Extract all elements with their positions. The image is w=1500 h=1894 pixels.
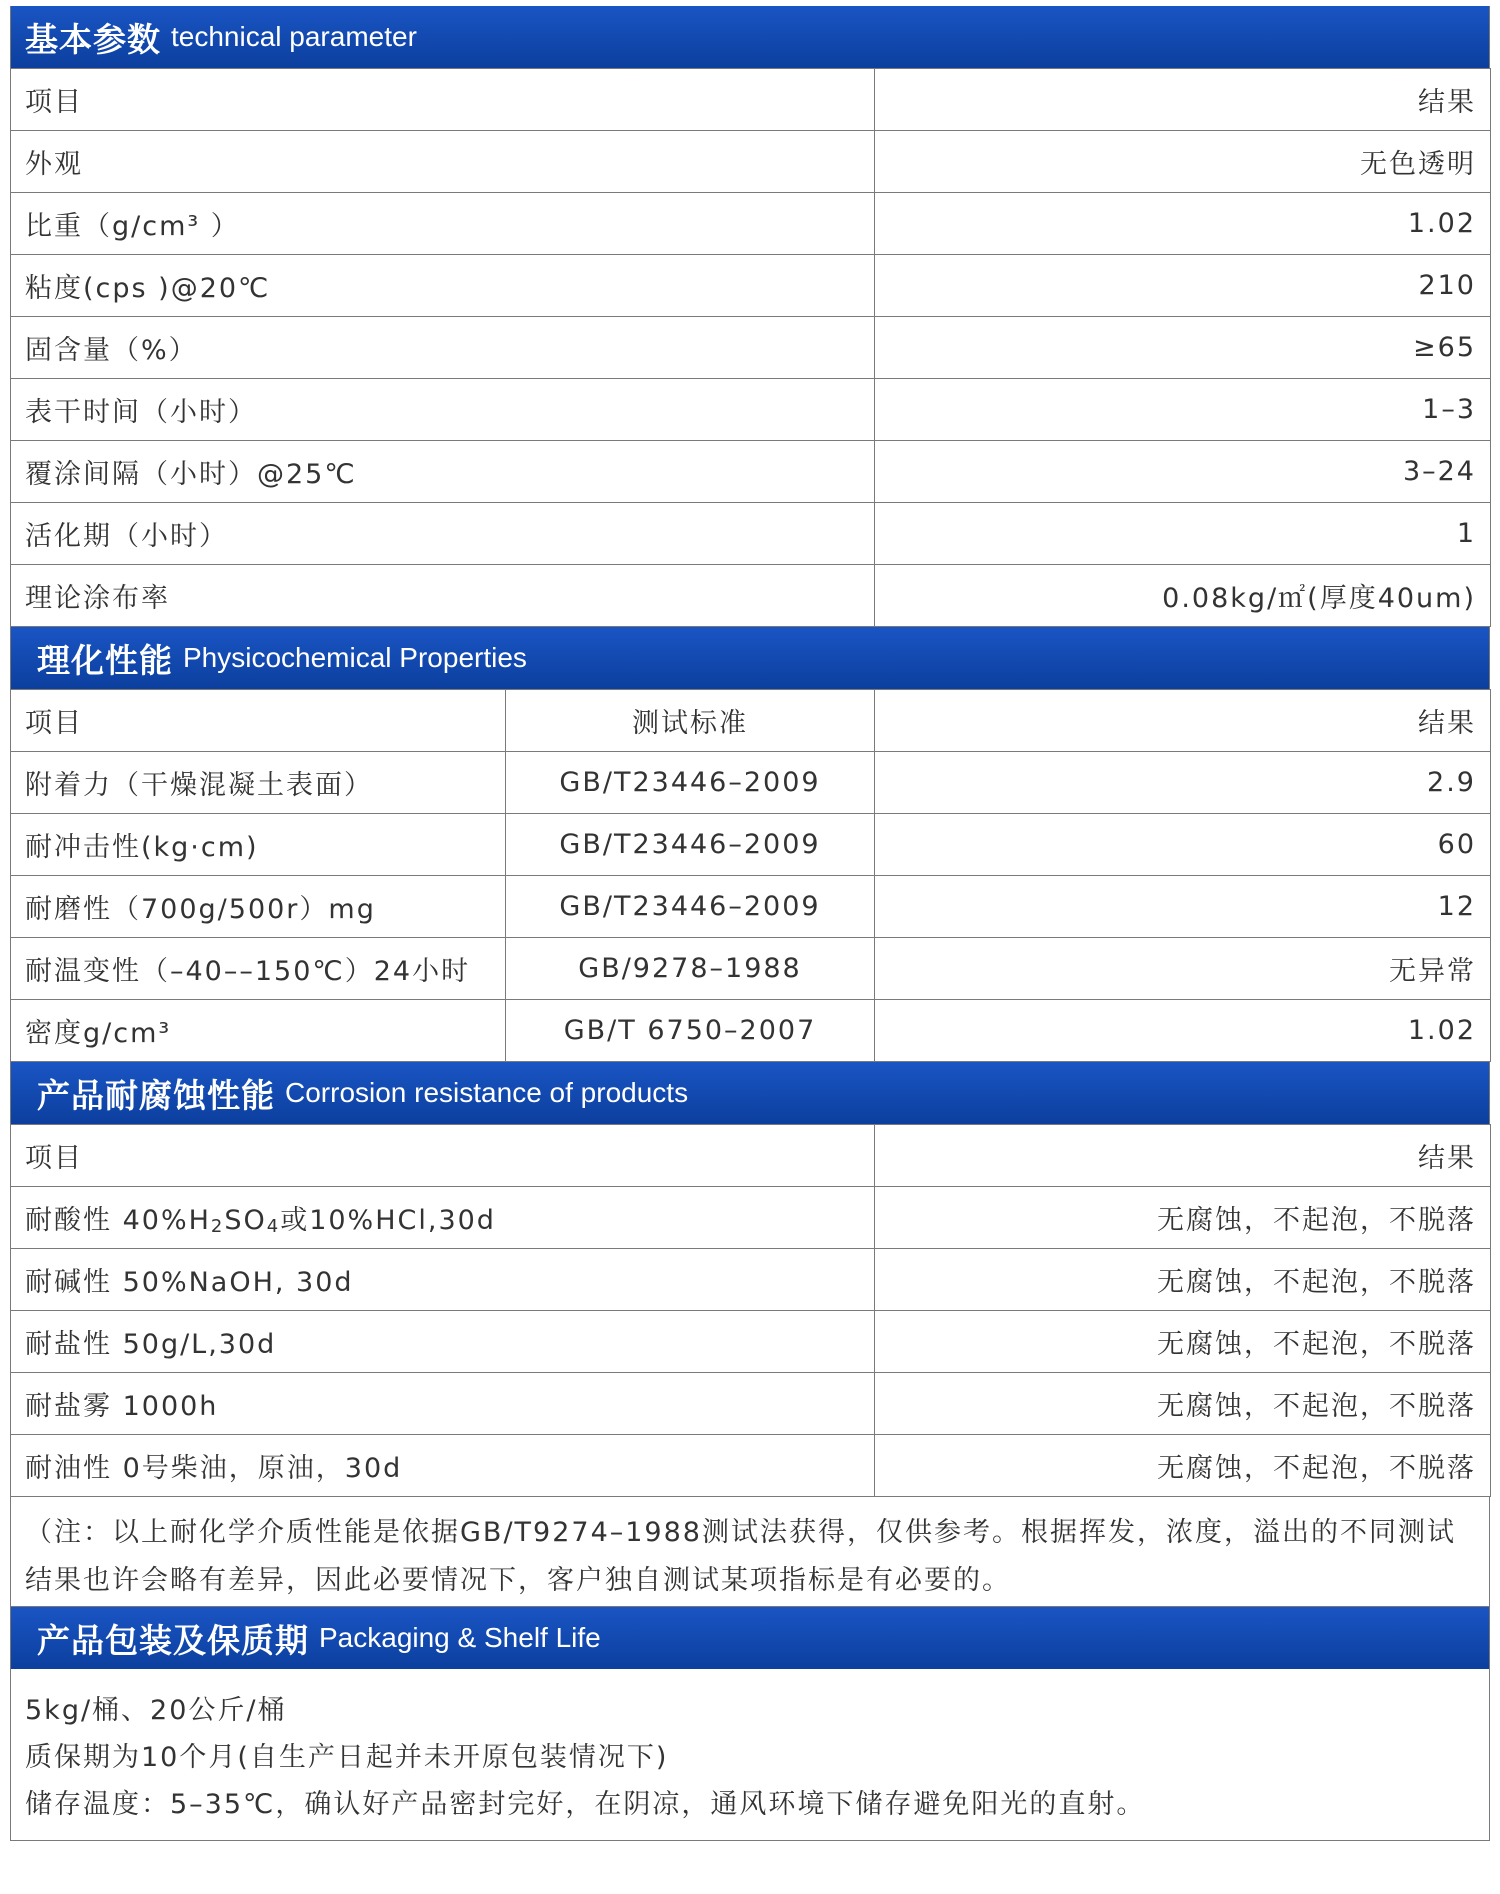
cell-item: 固含量（%） <box>11 317 875 379</box>
section-title-zh: 基本参数 <box>25 19 161 59</box>
cell-item: 耐冲击性(kg·cm) <box>11 814 506 876</box>
table-row <box>11 379 1491 441</box>
header-item: 项目 <box>11 690 506 752</box>
header-item: 项目 <box>11 1125 875 1187</box>
section-title-en: Packaging & Shelf Life <box>319 1622 601 1653</box>
cell-result: 0.08kg/㎡(厚度40um) <box>875 565 1491 627</box>
cell-result: 12 <box>875 876 1491 938</box>
table-row <box>11 565 1491 627</box>
table-header-row <box>11 690 1491 752</box>
section-header-packaging <box>10 1607 1490 1669</box>
section-header-basic <box>10 6 1490 68</box>
packaging-info <box>10 1669 1490 1841</box>
cell-item: 理论涂布率 <box>11 565 875 627</box>
shelf-life-line: 质保期为10个月(自生产日起并未开原包装情况下) <box>25 1742 669 1773</box>
packaging-line: 5kg/桶、20公斤/桶 <box>25 1695 287 1726</box>
table-header-row <box>11 69 1491 131</box>
header-standard: 测试标准 <box>506 690 875 752</box>
acid-text-1: 耐酸性 40%H <box>25 1205 211 1236</box>
table-row <box>11 317 1491 379</box>
physicochemical-table <box>10 689 1491 1062</box>
cell-result: ≥65 <box>875 317 1491 379</box>
section-title-en: Physicochemical Properties <box>183 642 527 673</box>
cell-result: 1.02 <box>875 1000 1491 1062</box>
cell-result: 无腐蚀，不起泡，不脱落 <box>875 1435 1491 1497</box>
header-result: 结果 <box>875 69 1491 131</box>
cell-item: 表干时间（小时） <box>11 379 875 441</box>
cell-standard: GB/T23446–2009 <box>506 752 875 814</box>
table-row <box>11 752 1491 814</box>
storage-line: 储存温度：5–35℃，确认好产品密封完好，在阴凉，通风环境下储存避免阳光的直射。 <box>25 1789 1146 1820</box>
cell-item: 活化期（小时） <box>11 503 875 565</box>
cell-item: 覆涂间隔（小时）@25℃ <box>11 441 875 503</box>
acid-text-3: 或10%HCl,30d <box>280 1205 496 1236</box>
cell-item: 外观 <box>11 131 875 193</box>
table-row <box>11 193 1491 255</box>
table-row <box>11 876 1491 938</box>
cell-item: 附着力（干燥混凝土表面） <box>11 752 506 814</box>
table-row <box>11 131 1491 193</box>
table-row <box>11 1187 1491 1249</box>
cell-item: 耐磨性（700g/500r）mg <box>11 876 506 938</box>
cell-result: 无腐蚀，不起泡，不脱落 <box>875 1373 1491 1435</box>
acid-text-2: SO <box>224 1205 267 1236</box>
cell-result: 无腐蚀，不起泡，不脱落 <box>875 1311 1491 1373</box>
cell-result: 1 <box>875 503 1491 565</box>
cell-item <box>11 1187 875 1249</box>
header-result: 结果 <box>875 690 1491 752</box>
cell-result: 3–24 <box>875 441 1491 503</box>
table-row <box>11 1435 1491 1497</box>
cell-standard: GB/T 6750–2007 <box>506 1000 875 1062</box>
table-row <box>11 1249 1491 1311</box>
cell-item: 比重（g/cm³ ） <box>11 193 875 255</box>
cell-standard: GB/T23446–2009 <box>506 876 875 938</box>
cell-result: 1–3 <box>875 379 1491 441</box>
header-item: 项目 <box>11 69 875 131</box>
cell-item: 粘度(cps )@20℃ <box>11 255 875 317</box>
cell-item: 密度g/cm³ <box>11 1000 506 1062</box>
cell-standard: GB/9278–1988 <box>506 938 875 1000</box>
cell-result: 2.9 <box>875 752 1491 814</box>
table-row <box>11 441 1491 503</box>
section-title-zh: 产品包装及保质期 <box>37 1620 309 1660</box>
cell-standard: GB/T23446–2009 <box>506 814 875 876</box>
cell-item: 耐碱性 50%NaOH, 30d <box>11 1249 875 1311</box>
section-header-corrosion <box>10 1062 1490 1124</box>
cell-item: 耐盐雾 1000h <box>11 1373 875 1435</box>
table-row <box>11 814 1491 876</box>
cell-result: 210 <box>875 255 1491 317</box>
cell-result: 无腐蚀，不起泡，不脱落 <box>875 1187 1491 1249</box>
table-row <box>11 255 1491 317</box>
table-row <box>11 1373 1491 1435</box>
section-title-zh: 产品耐腐蚀性能 <box>37 1075 275 1115</box>
basic-parameter-table <box>10 68 1491 627</box>
section-header-physico <box>10 627 1490 689</box>
section-title-en: technical parameter <box>171 21 417 52</box>
table-row <box>11 938 1491 1000</box>
header-result: 结果 <box>875 1125 1491 1187</box>
corrosion-table <box>10 1124 1491 1497</box>
cell-result: 无异常 <box>875 938 1491 1000</box>
section-title-zh: 理化性能 <box>37 640 173 680</box>
table-header-row <box>11 1125 1491 1187</box>
table-row <box>11 503 1491 565</box>
cell-result: 1.02 <box>875 193 1491 255</box>
cell-item: 耐油性 0号柴油，原油，30d <box>11 1435 875 1497</box>
table-row <box>11 1000 1491 1062</box>
cell-result: 60 <box>875 814 1491 876</box>
cell-item: 耐盐性 50g/L,30d <box>11 1311 875 1373</box>
table-row <box>11 1311 1491 1373</box>
cell-result: 无色透明 <box>875 131 1491 193</box>
corrosion-note: （注：以上耐化学介质性能是依据GB/T9274–1988测试法获得，仅供参考。根据挥发，浓度，溢出的不同测试结果也许会略有差异，因此必要情况下，客户独自测试某项指标是有必要的。 <box>10 1497 1490 1607</box>
section-title-en: Corrosion resistance of products <box>285 1077 689 1108</box>
spec-sheet <box>10 6 1490 1841</box>
subscript-4: 4 <box>266 1216 281 1237</box>
subscript-2: 2 <box>210 1216 225 1237</box>
cell-result: 无腐蚀，不起泡，不脱落 <box>875 1249 1491 1311</box>
cell-item: 耐温变性（–40––150℃）24小时 <box>11 938 506 1000</box>
